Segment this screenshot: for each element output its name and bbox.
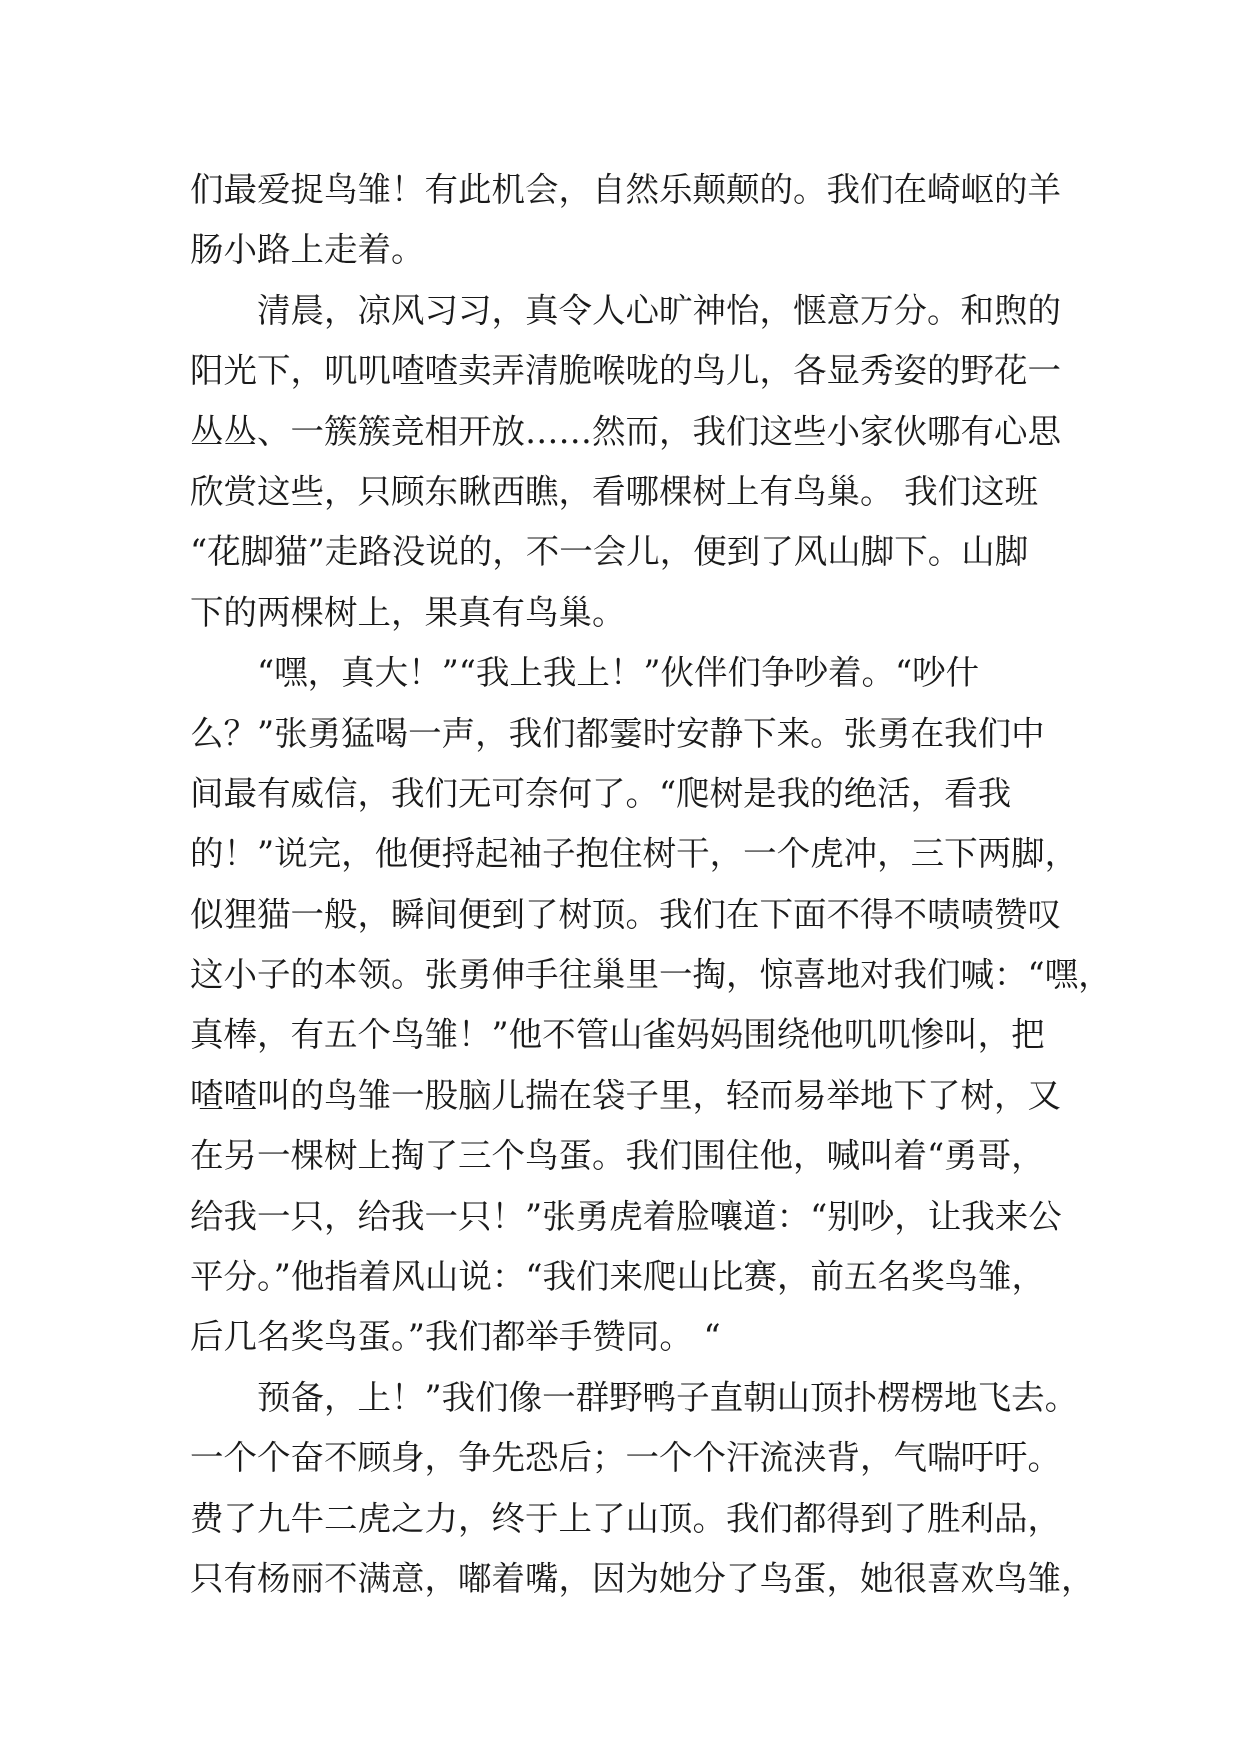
text-line: 么？”张勇猛喝一声，我们都霎时安静下来。张勇在我们中 [190, 713, 1045, 753]
text-line: 们最爱捉鸟雏！有此机会，自然乐颠颠的。我们在崎岖的羊 [190, 170, 1061, 209]
text-line: 间最有威信，我们无可奈何了。“爬树是我的绝活，看我 [190, 773, 1012, 813]
text-line: 只有杨丽不满意，嘟着嘴，因为她分了鸟蛋，她很喜欢鸟雏， [190, 1558, 1095, 1598]
text-line: 真棒，有五个鸟雏！”他不管山雀妈妈围绕他叽叽惨叫，把 [190, 1015, 1045, 1055]
text-line: 似狸猫一般，瞬间便到了树顶。我们在下面不得不啧啧赞叹 [190, 894, 1061, 934]
text-line: 后几名奖鸟蛋。”我们都举手赞同。 “ [190, 1317, 721, 1357]
text-line: 费了九牛二虎之力，终于上了山顶。我们都得到了胜利品， [190, 1498, 1061, 1538]
text-line: 喳喳叫的鸟雏一股脑儿揣在袋子里，轻而易举地下了树，又 [190, 1075, 1061, 1115]
text-line: 肠小路上走着。 [190, 230, 425, 270]
text-line: 下的两棵树上，果真有鸟巢。 [190, 592, 626, 632]
text-line: 阳光下，叽叽喳喳卖弄清脆喉咙的鸟儿，各显秀姿的野花一 [190, 351, 1061, 391]
text-line: “嘿，真大！”“我上我上！”伙伴们争吵着。“吵什 [190, 653, 980, 693]
text-line: 的！”说完，他便捋起袖子抱住树干，一个虎冲，三下两脚， [190, 834, 1079, 874]
text-line: “花脚猫”走路没说的，不一会儿，便到了风山脚下。山脚 [190, 532, 1029, 572]
text-line: 给我一只，给我一只！”张勇虎着脸嚷道：“别吵，让我来公 [190, 1196, 1062, 1236]
text-line: 在另一棵树上掏了三个鸟蛋。我们围住他，喊叫着“勇哥， [190, 1136, 1045, 1176]
text-line: 一个个奋不顾身，争先恐后；一个个汗流浃背，气喘吁吁。 [190, 1438, 1061, 1478]
text-line: 清晨，凉风习习，真令人心旷神怡，惬意万分。和煦的 [190, 290, 1061, 330]
text-line: 平分。”他指着风山说：“我们来爬山比赛，前五名奖鸟雏， [190, 1257, 1046, 1297]
text-line: 欣赏这些，只顾东瞅西瞧，看哪棵树上有鸟巢。 我们这班 [190, 471, 1039, 511]
document-body [190, 160, 1112, 1609]
text-line: 这小子的本领。张勇伸手往巢里一掏，惊喜地对我们喊：“嘿， [190, 955, 1112, 995]
text-line: 预备，上！”我们像一群野鸭子直朝山顶扑楞楞地飞去。 [190, 1377, 1079, 1417]
text-line: 丛丛、一簇簇竞相开放……然而，我们这些小家伙哪有心思 [190, 411, 1061, 451]
